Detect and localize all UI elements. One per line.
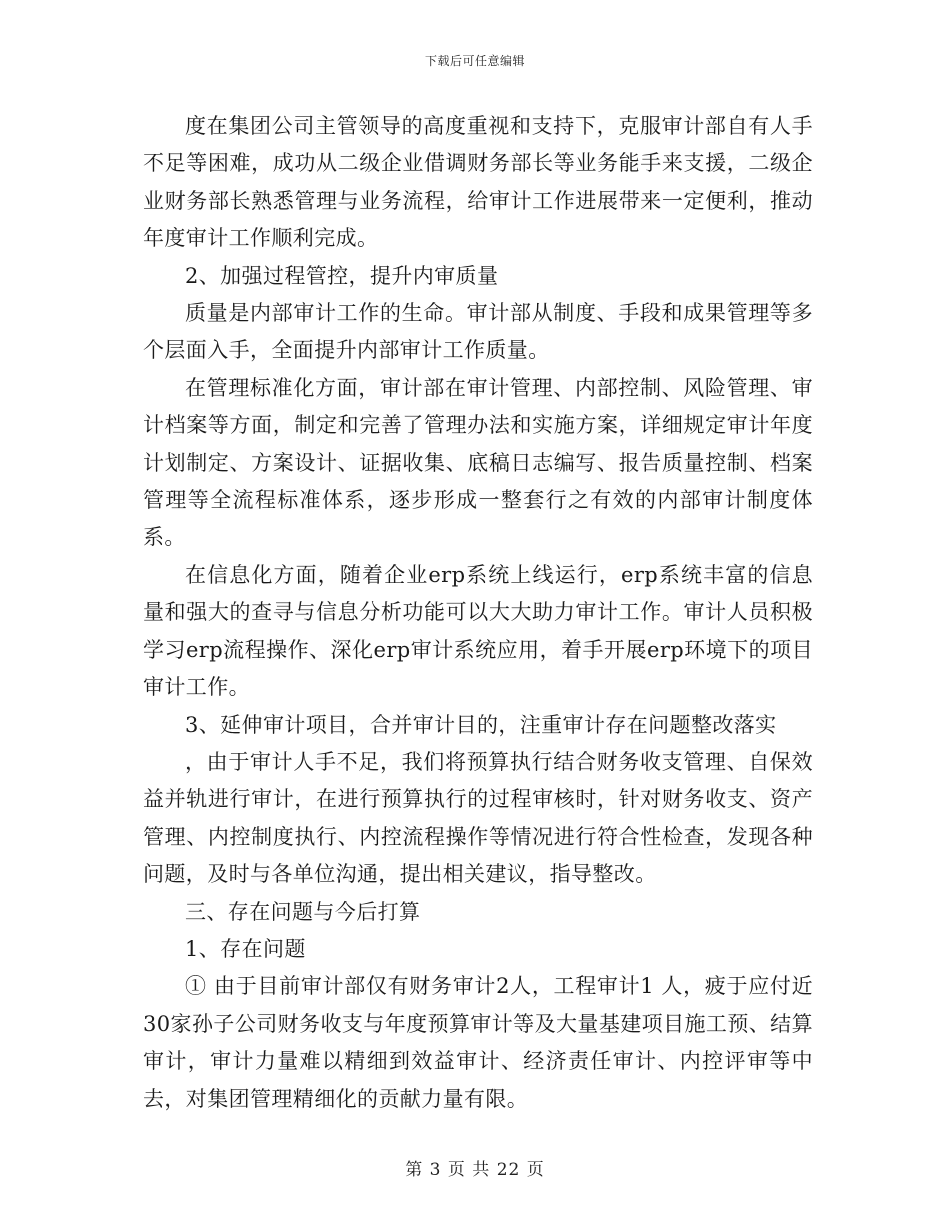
paragraph-problem-1: ① 由于目前审计部仅有财务审计2人，工程审计1 人，疲于应付近30家孙子公司财务收支与年度预算审计等及大量基建项目施工预、结算审计，审计力量难以精细到效益审计、经济责任审计、内控评审等中去，对集团管理精细化的贡献力量有限。 xyxy=(143,974,813,1111)
page-footer: 第 3 页 共 22 页 xyxy=(405,1160,545,1180)
subsection-heading-problems: 1、存在问题 xyxy=(185,936,306,961)
section-heading-3: 3、延伸审计项目，合并审计目的，注重审计存在问题整改落实 xyxy=(185,712,777,737)
page-header: 下载后可任意编辑 xyxy=(424,54,525,68)
body-text xyxy=(143,108,813,1118)
paragraph-audit-extension: ，由于审计人手不足，我们将预算执行结合财务收支管理、自保效益并轨进行审计，在进行预算执行的过程审核时，针对财务收支、资产管理、内控制度执行、内控流程操作等情况进行符合性检查，发现各种问题，及时与各单位沟通，提出相关建议，指导整改。 xyxy=(143,749,813,887)
paragraph-standardization: 在管理标准化方面，审计部在审计管理、内部控制、风险管理、审计档案等方面，制定和完善了管理办法和实施方案，详细规定审计年度计划制定、方案设计、证据收集、底稿日志编写、报告质量控制、档案管理等全流程标准体系，逐步形成一整套行之有效的内部审计制度体系。 xyxy=(143,375,813,550)
paragraph-quality: 质量是内部审计工作的生命。审计部从制度、手段和成果管理等多个层面入手，全面提升内部审计工作质量。 xyxy=(143,301,813,363)
section-heading-2: 2、加强过程管控，提升内审质量 xyxy=(185,263,499,288)
section-heading-problems-plans: 三、存在问题与今后打算 xyxy=(185,899,421,924)
paragraph-informatization: 在信息化方面，随着企业erp系统上线运行，erp系统丰富的信息量和强大的查寻与信息分析功能可以大大助力审计工作。审计人员积极学习erp流程操作、深化erp审计系统应用，着手开展erp环境下的项目审计工作。 xyxy=(143,562,813,700)
paragraph-continuation: 度在集团公司主管领导的高度重视和支持下，克服审计部自有人手不足等困难，成功从二级企业借调财务部长等业务能手来支援，二级企业财务部长熟悉管理与业务流程，给审计工作进展带来一定便利，推动年度审计工作顺利完成。 xyxy=(143,114,813,251)
